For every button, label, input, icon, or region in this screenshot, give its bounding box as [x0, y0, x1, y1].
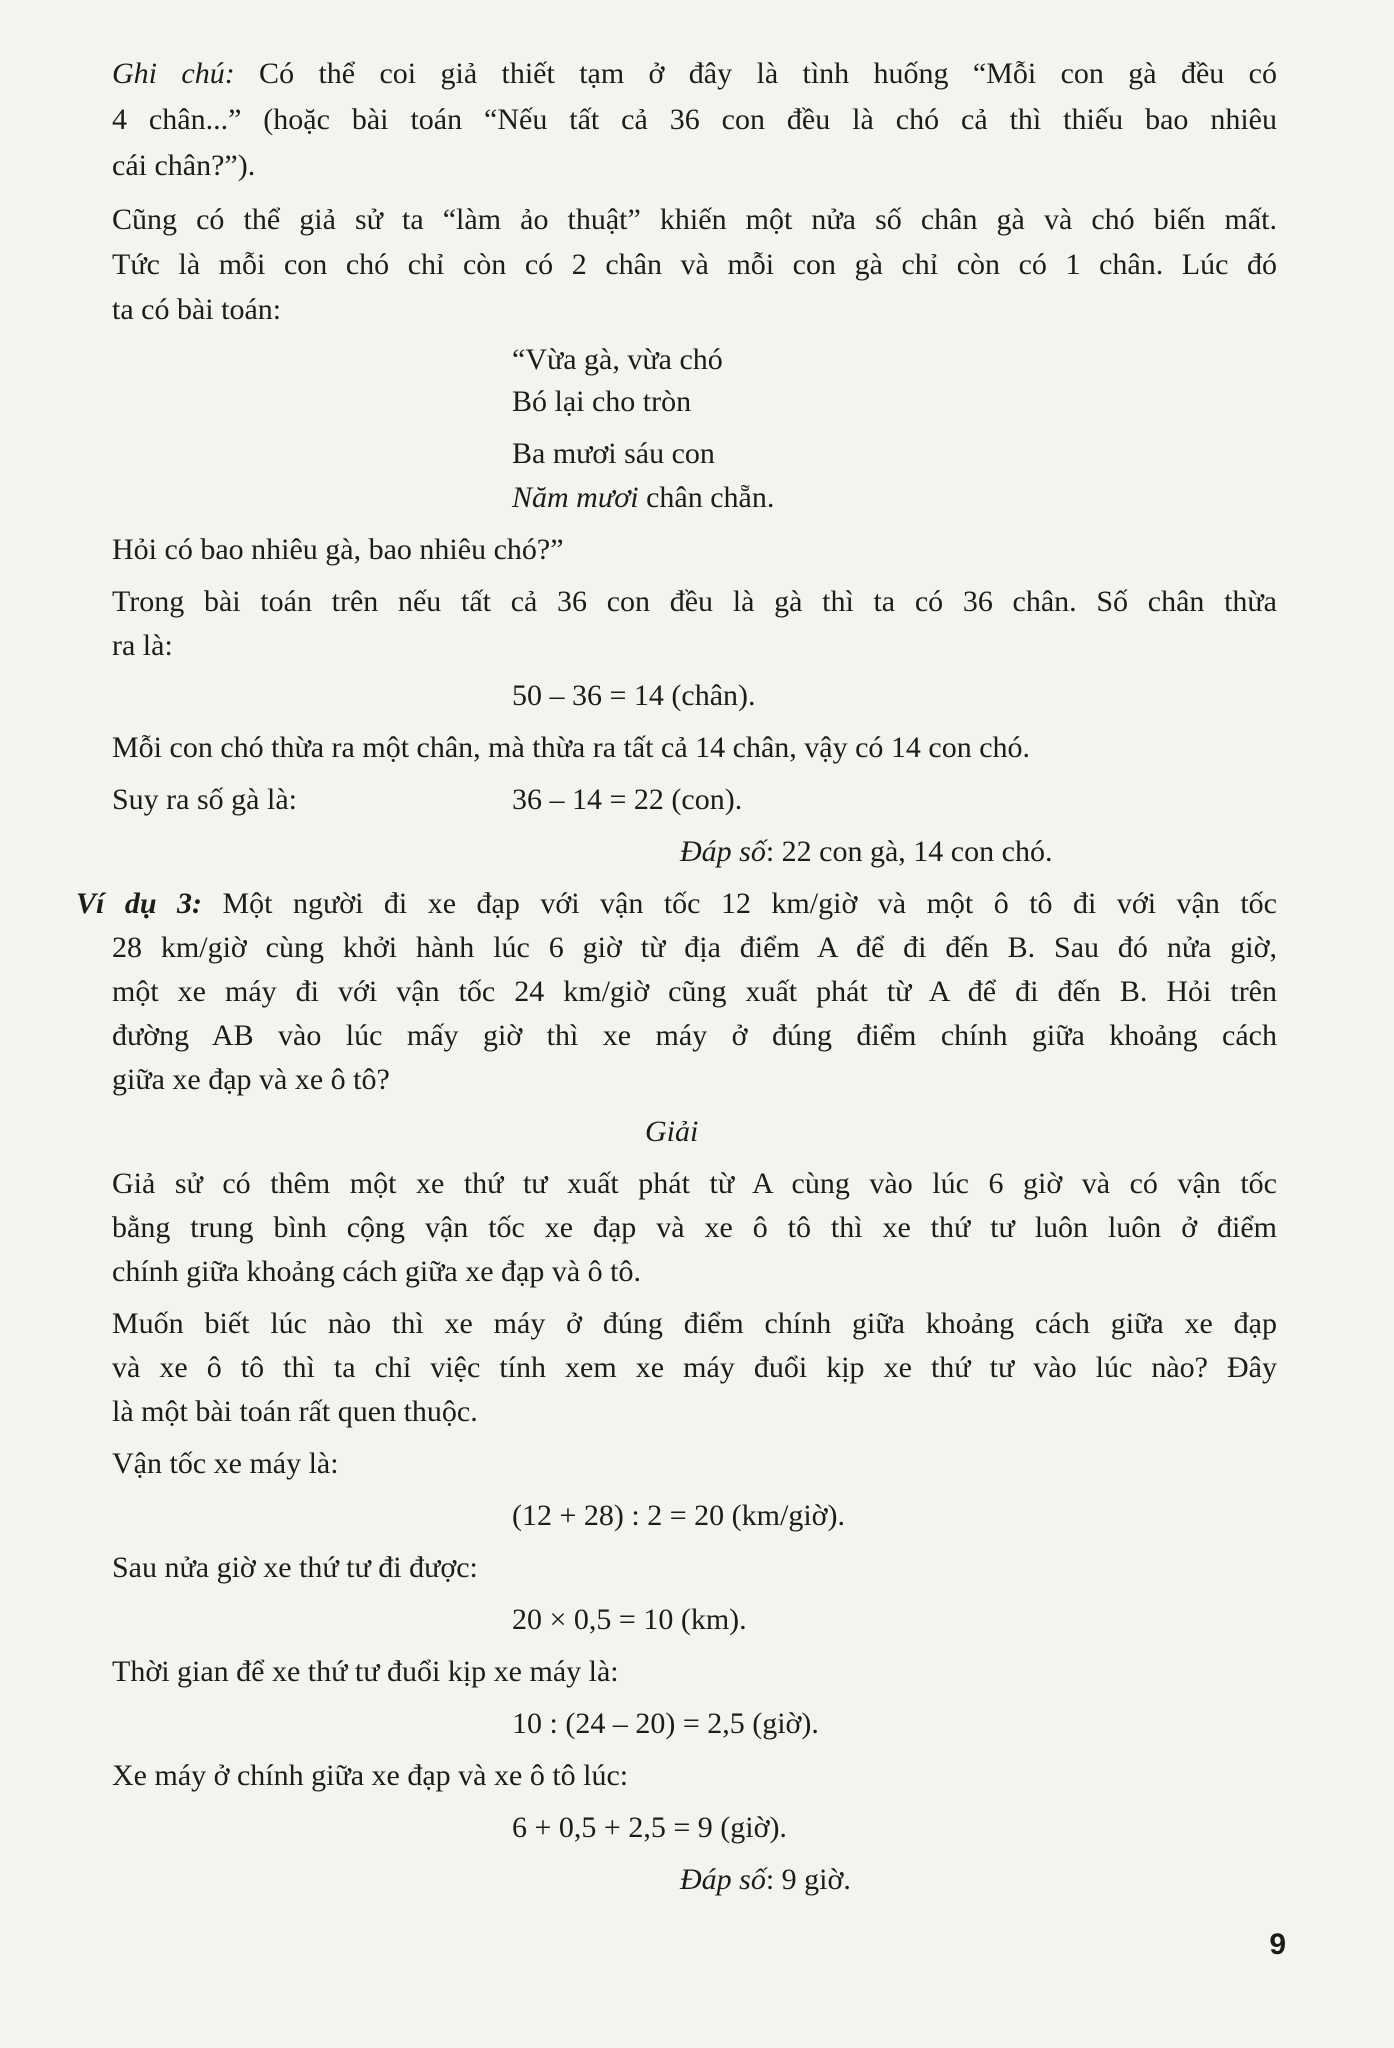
poem-line: “Vừa gà, vừa chó	[512, 343, 723, 376]
answer-line: Đáp số: 9 giờ.	[680, 1863, 851, 1896]
solution-line: là một bài toán rất quen thuộc.	[112, 1395, 478, 1428]
para-line: Cũng có thể giả sử ta “làm ảo thuật” khiến một nửa số chân gà và chó biến mất.	[112, 203, 1277, 236]
note-line-1: Ghi chú: Có thể coi giả thiết tạm ở đây là tình huống “Mỗi con gà đều có	[112, 57, 1277, 90]
para-line: Mỗi con chó thừa ra một chân, mà thừa ra tất cả 14 chân, vậy có 14 con chó.	[112, 731, 1031, 764]
solution-line: Vận tốc xe máy là:	[112, 1447, 339, 1480]
page-number: 9	[1269, 1928, 1286, 1961]
solution-title: Giải	[645, 1115, 699, 1148]
equation: 10 : (24 – 20) = 2,5 (giờ).	[512, 1707, 819, 1740]
note-line-2: 4 chân...” (hoặc bài toán “Nếu tất cả 36 con đều là chó cả thì thiếu bao nhiêu	[112, 103, 1277, 136]
equation: (12 + 28) : 2 = 20 (km/giờ).	[512, 1499, 846, 1532]
equation: 6 + 0,5 + 2,5 = 9 (giờ).	[512, 1811, 787, 1844]
example-label: Ví dụ 3:	[76, 887, 202, 920]
poem-line: Năm mươi chân chẵn.	[512, 481, 775, 514]
example-line: 28 km/giờ cùng khởi hành lúc 6 giờ từ địa điểm A để đi đến B. Sau đó nửa giờ,	[112, 931, 1277, 964]
para-line: Tức là mỗi con chó chỉ còn có 2 chân và mỗi con gà chỉ còn có 1 chân. Lúc đó	[112, 248, 1277, 281]
answer-line: Đáp số: 22 con gà, 14 con chó.	[680, 835, 1053, 868]
question-line: Hỏi có bao nhiêu gà, bao nhiêu chó?”	[112, 533, 564, 566]
solution-line: Muốn biết lúc nào thì xe máy ở đúng điểm chính giữa khoảng cách giữa xe đạp	[112, 1307, 1277, 1340]
example-line: đường AB vào lúc mấy giờ thì xe máy ở đúng điểm chính giữa khoảng cách	[112, 1019, 1277, 1052]
solution-line: chính giữa khoảng cách giữa xe đạp và ô tô.	[112, 1255, 642, 1288]
solution-line: Sau nửa giờ xe thứ tư đi được:	[112, 1551, 478, 1584]
equation: 50 – 36 = 14 (chân).	[512, 679, 756, 712]
note-line-3: cái chân?”).	[112, 149, 256, 182]
note-label: Ghi chú:	[112, 57, 235, 90]
para-line: Suy ra số gà là: 36 – 14 = 22 (con).	[112, 783, 743, 816]
para-line: ra là:	[112, 629, 173, 662]
solution-line: Thời gian để xe thứ tư đuổi kịp xe máy là:	[112, 1655, 619, 1688]
poem-line: Bó lại cho tròn	[512, 385, 692, 418]
solution-line: bằng trung bình cộng vận tốc xe đạp và xe ô tô thì xe thứ tư luôn luôn ở điểm	[112, 1211, 1277, 1244]
equation: 20 × 0,5 = 10 (km).	[512, 1603, 747, 1636]
poem-line: Ba mươi sáu con	[512, 437, 715, 470]
para-line: ta có bài toán:	[112, 293, 282, 326]
example-line: một xe máy đi với vận tốc 24 km/giờ cũng xuất phát từ A để đi đến B. Hỏi trên	[112, 975, 1277, 1008]
solution-line: và xe ô tô thì ta chỉ việc tính xem xe máy đuổi kịp xe thứ tư vào lúc nào? Đây	[112, 1351, 1277, 1384]
example-line-1: Ví dụ 3: Một người đi xe đạp với vận tốc 12 km/giờ và một ô tô đi với vận tốc	[76, 887, 1277, 920]
example-line: giữa xe đạp và xe ô tô?	[112, 1063, 390, 1096]
para-line: Trong bài toán trên nếu tất cả 36 con đều là gà thì ta có 36 chân. Số chân thừa	[112, 585, 1277, 618]
solution-line: Xe máy ở chính giữa xe đạp và xe ô tô lúc:	[112, 1759, 629, 1792]
solution-line: Giả sử có thêm một xe thứ tư xuất phát từ A cùng vào lúc 6 giờ và có vận tốc	[112, 1167, 1277, 1200]
equation: 36 – 14 = 22 (con).	[512, 783, 743, 816]
